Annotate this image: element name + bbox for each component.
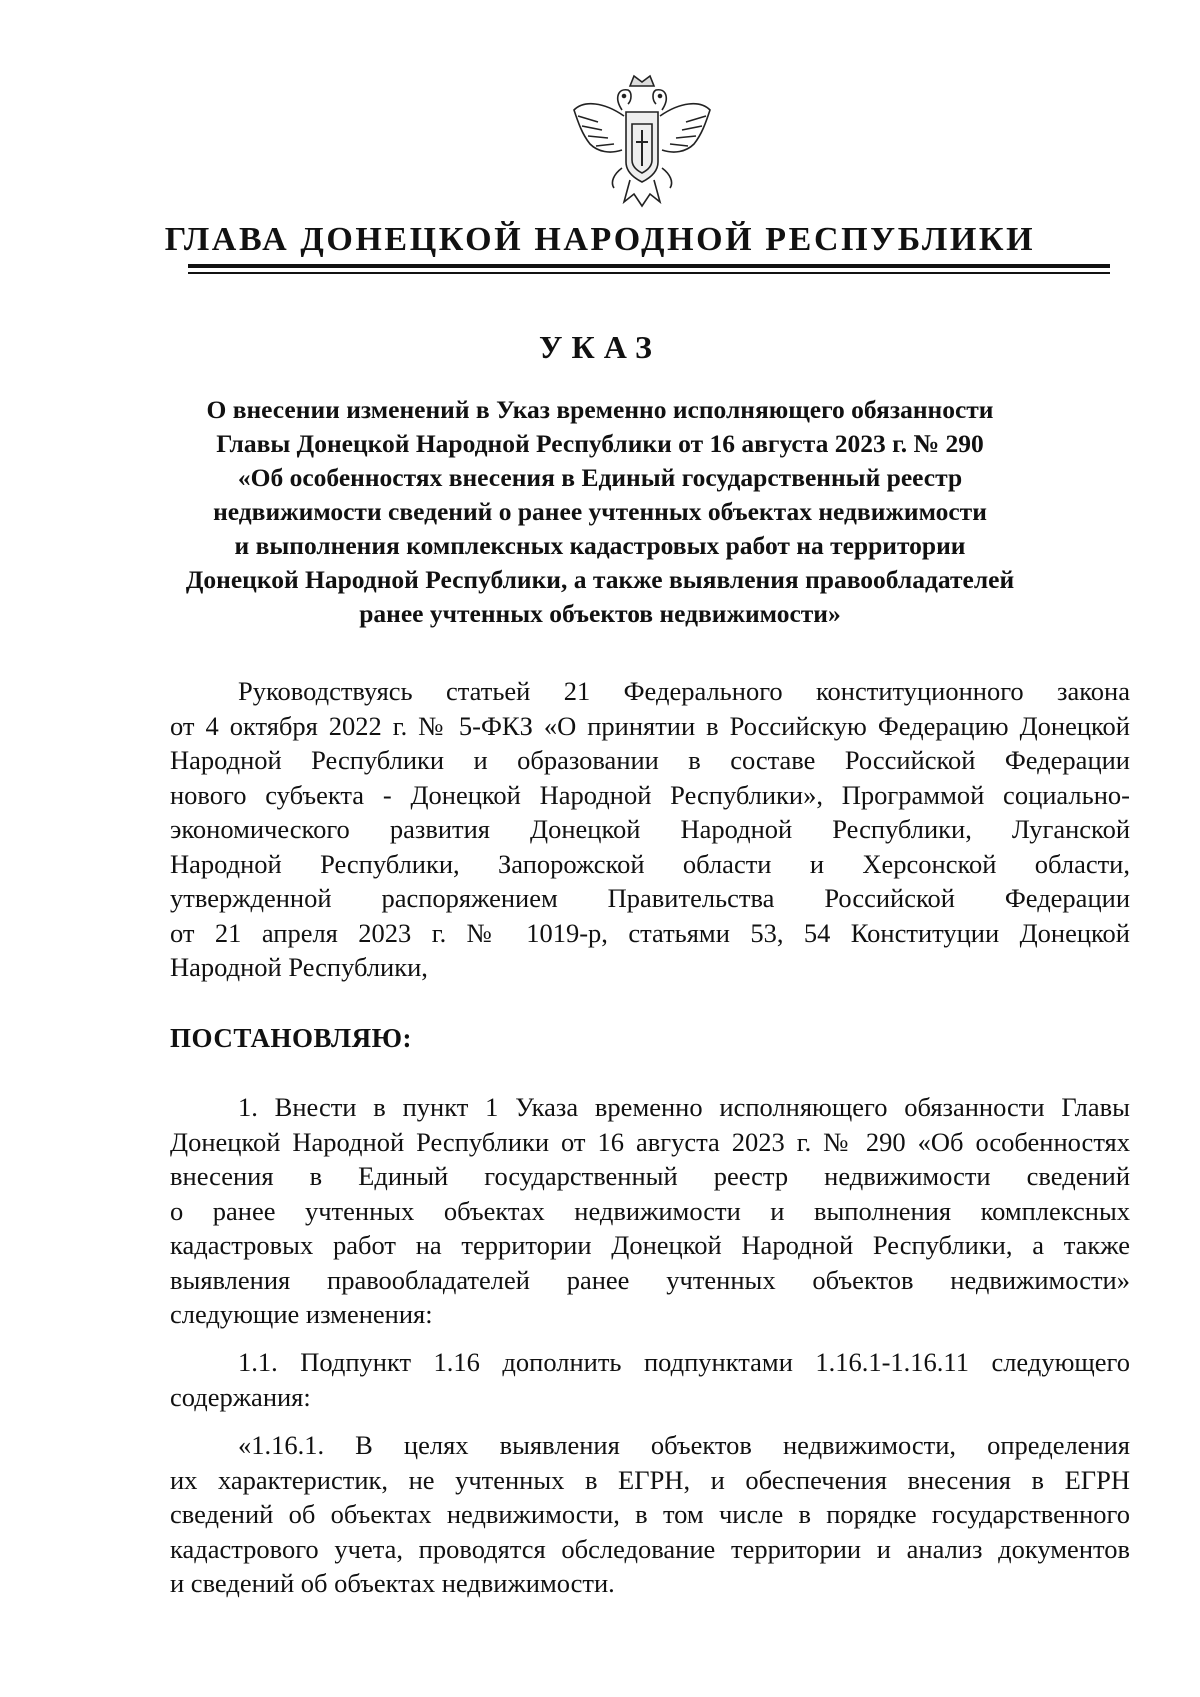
title-line: и выполнения комплексных кадастровых работ на территории [234,531,966,560]
paragraph-line: кадастровых работ на территории Донецкой Народной Республики, а также [170,1230,1130,1260]
item-1-1-paragraph [170,1345,1130,1414]
title-line: недвижимости сведений о ранее учтенных объектах недвижимости [213,497,987,526]
decree-heading: ПОСТАНОВЛЯЮ: [170,1023,412,1053]
paragraph-line: «1.16.1. В целях выявления объектов недвижимости, определения [238,1430,1130,1460]
paragraph-line: и сведений об объектах недвижимости. [170,1568,615,1598]
paragraph-line: от 21 апреля 2023 г. № 1019-р, статьями 53, 54 Конституции Донецкой [170,917,1130,948]
document-type: УКАЗ [539,329,661,365]
paragraph-line: экономического развития Донецкой Народной Республики, Луганской [170,814,1130,844]
paragraph-line: выявления правообладателей ранее учтенных объектов недвижимости» [170,1264,1130,1295]
coat-of-arms-icon [568,72,716,212]
paragraph-line: Донецкой Народной Республики от 16 августа 2023 г. № 290 «Об особенностях [170,1126,1130,1157]
paragraph-line: Народной Республики, [170,952,428,982]
paragraph-line: нового субъекта - Донецкой Народной Республики», Программой социально- [170,779,1130,810]
paragraph-line: о ранее учтенных объектах недвижимости и выполнения комплексных [170,1195,1130,1226]
paragraph-line: утвержденной распоряжением Правительства Российской Федерации [170,883,1130,913]
paragraph-line: содержания: [170,1381,311,1412]
header-rule-thin [188,272,1110,274]
paragraph-line: их характеристик, не учтенных в ЕГРН, и обеспечения внесения в ЕГРН [170,1464,1130,1495]
paragraph-line: следующие изменения: [170,1299,433,1329]
paragraph-line: Народной Республики и образовании в составе Российской Федерации [170,745,1130,775]
item-1-paragraph [170,1090,1130,1332]
title-line: ранее учтенных объектов недвижимости» [359,599,841,628]
title-line: Донецкой Народной Республики, а также выявления правообладателей [185,565,1015,594]
paragraph-line: Руководствуясь статьей 21 Федерального конституционного закона [238,676,1130,706]
paragraph-line: Народной Республики, Запорожской области и Херсонской области, [170,848,1130,879]
paragraph-line: 1. Внести в пункт 1 Указа временно исполняющего обязанности Главы [238,1092,1130,1122]
organization-heading: ГЛАВА ДОНЕЦКОЙ НАРОДНОЙ РЕСПУБЛИКИ [164,221,1036,258]
title-line: «Об особенностях внесения в Единый государственный реестр [237,463,963,492]
paragraph-line: от 4 октября 2022 г. № 5-ФКЗ «О принятии в Российскую Федерацию Донецкой [170,710,1130,741]
document-title [120,393,1080,631]
preamble-paragraph [170,674,1130,985]
paragraph-line: 1.1. Подпункт 1.16 дополнить подпунктами 1.16.1-1.16.11 следующего [238,1347,1130,1377]
paragraph-line: сведений об объектах недвижимости, в том числе в порядке государственного [170,1499,1130,1529]
item-1-16-1-paragraph [170,1428,1130,1601]
paragraph-line: внесения в Единый государственный реестр недвижимости сведений [170,1161,1130,1191]
title-line: Главы Донецкой Народной Республики от 16 августа 2023 г. № 290 [216,429,984,458]
title-line: О внесении изменений в Указ временно исполняющего обязанности [206,395,994,424]
paragraph-line: кадастрового учета, проводятся обследование территории и анализ документов [170,1533,1130,1564]
header-rule-thick [188,264,1110,268]
